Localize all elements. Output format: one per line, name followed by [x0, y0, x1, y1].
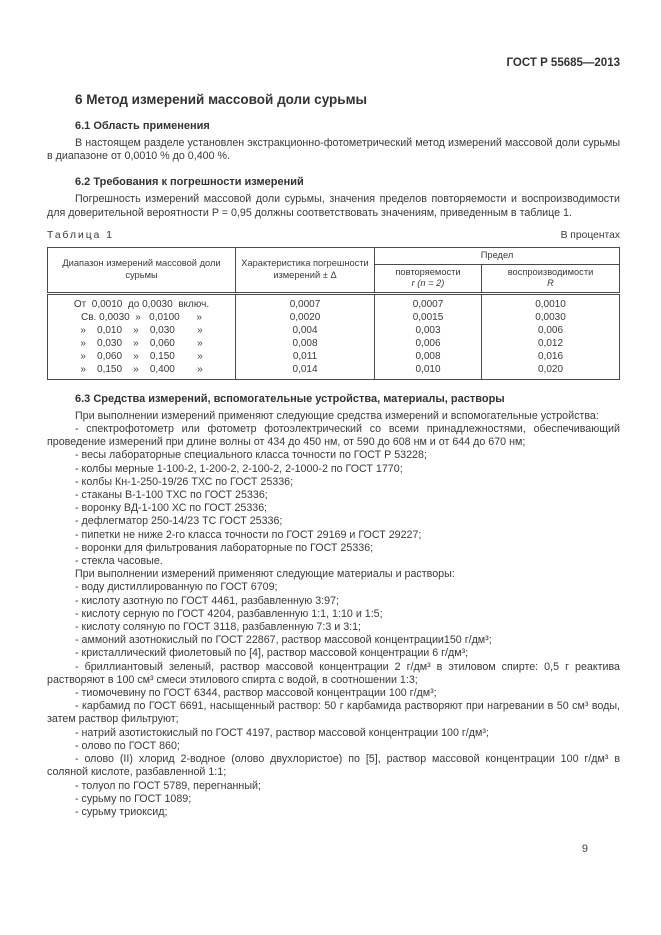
- list-item-material: - карбамид по ГОСТ 6691, насыщенный раствор: 50 г карбамида растворяют при нагревании в 50 см³ воды, затем раствор фильтруют;: [47, 700, 620, 726]
- table-row: [48, 293, 620, 311]
- cell-repeatability: 0,006: [375, 337, 482, 350]
- cell-error: 0,014: [236, 363, 375, 380]
- table-units-label: В процентах: [560, 229, 620, 241]
- list-item-material: - аммоний азотнокислый по ГОСТ 22867, раствор массовой концентрации150 г/дм³;: [75, 634, 492, 647]
- cell-range: » 0,030 » 0,060 »: [48, 337, 236, 350]
- cell-error: 0,004: [236, 324, 375, 337]
- section-6-title: 6 Метод измерений массовой доли сурьмы: [75, 92, 368, 107]
- cell-repeatability: 0,003: [375, 324, 482, 337]
- list-item-device: - воронку ВД-1-100 ХС по ГОСТ 25336;: [75, 502, 268, 515]
- section-6-3-intro: При выполнении измерений применяют следующие средства измерений и вспомогательные устройства:: [75, 409, 599, 422]
- cell-reproducibility: 0,016: [482, 350, 620, 363]
- cell-reproducibility: 0,012: [482, 337, 620, 350]
- list-item-material: - кислоту соляную по ГОСТ 3118, разбавленную 7:3 и 3:1;: [75, 621, 362, 634]
- cell-reproducibility: 0,0030: [482, 311, 620, 324]
- table-caption-row: [47, 230, 620, 241]
- column-header-limit: Предел: [375, 247, 620, 264]
- list-item-device: - стекла часовые.: [75, 555, 163, 568]
- reproducibility-symbol: R: [547, 278, 554, 289]
- cell-error: 0,0007: [236, 293, 375, 311]
- list-item-device: - стаканы В-1-100 ТХС по ГОСТ 25336;: [75, 489, 268, 502]
- list-item-device: - весы лабораторные специального класса точности по ГОСТ Р 53228;: [75, 449, 427, 462]
- cell-range: Св. 0,0030 » 0,0100 »: [48, 311, 236, 324]
- list-item-material: - олово (II) хлорид 2-водное (олово двухлористое) по [5], раствор массовой концентрации 100 г/дм³ в соляной кислоте, разбавленной 1:1;: [47, 753, 620, 779]
- list-item-device: - дефлегматор 250-14/23 ТС ГОСТ 25336;: [75, 515, 283, 528]
- column-header-range: Диапазон измерений массовой доли сурьмы: [48, 247, 236, 293]
- list-item-material: - тиомочевину по ГОСТ 6344, раствор массовой концентрации 100 г/дм³;: [75, 687, 437, 700]
- table-row: [48, 337, 620, 350]
- section-6-2-paragraph: Погрешность измерений массовой доли сурьмы, значения пределов повторяемости и воспроизводимости для доверительной вероятности P = 0,95 должны соответствовать значениям, приведенным в таблице 1.: [47, 193, 620, 219]
- list-item-material: - толуол по ГОСТ 5789, перегнанный;: [75, 779, 261, 792]
- repeatability-label: повторяемости: [395, 266, 461, 277]
- table-header-row: [48, 247, 620, 264]
- list-item-material: - натрий азотистокислый по ГОСТ 4197, раствор массовой концентрации 100 г/дм³;: [75, 726, 489, 739]
- repeatability-symbol: r (n = 2): [411, 278, 445, 289]
- column-header-error: Характеристика погрешности измерений ± Δ: [236, 247, 375, 293]
- list-item-device: - колбы Кн-1-250-19/26 ТХС по ГОСТ 25336;: [75, 475, 294, 488]
- document-code: ГОСТ Р 55685—2013: [506, 57, 620, 69]
- cell-reproducibility: 0,020: [482, 363, 620, 380]
- list-item-device: - спектрофотометр или фотометр фотоэлектрический со всеми принадлежностями, обеспечивающий проведение измерений при длине волны от 434 до 450 нм, от 590 до 608 нм и от 644 до 670 нм;: [47, 423, 620, 449]
- list-item-material: - олово по ГОСТ 860;: [75, 739, 180, 752]
- cell-error: 0,011: [236, 350, 375, 363]
- table-row: [48, 363, 620, 380]
- list-item-material: - бриллиантовый зеленый, раствор массовой концентрации 2 г/дм³ в этиловом спирте: 0,5 г реактива растворяют в 100 см³ смеси этилового спирта с водой, в соотношении 1:3;: [47, 660, 620, 686]
- table-row: [48, 311, 620, 324]
- list-item-material: - кристаллический фиолетовый по [4], раствор массовой концентрации 6 г/дм³;: [75, 647, 469, 660]
- cell-repeatability: 0,010: [375, 363, 482, 380]
- cell-repeatability: 0,0007: [375, 293, 482, 311]
- column-header-repeatability: [375, 264, 482, 293]
- section-6-2-title: 6.2 Требования к погрешности измерений: [75, 176, 304, 189]
- section-6-1-paragraph: В настоящем разделе установлен экстракционно-фотометрический метод измерений массовой доли сурьмы в диапазоне от 0,0010 % до 0,400 %.: [47, 137, 620, 163]
- cell-range: От 0,0010 до 0,0030 включ.: [48, 293, 236, 311]
- cell-error: 0,0020: [236, 311, 375, 324]
- cell-range: » 0,010 » 0,030 »: [48, 324, 236, 337]
- list-item-material: - сурьму триоксид;: [75, 805, 168, 818]
- section-6-3-materials-intro: При выполнении измерений применяют следующие материалы и растворы:: [75, 568, 455, 581]
- page-number: 9: [581, 843, 588, 855]
- list-item-material: - сурьму по ГОСТ 1089;: [75, 792, 192, 805]
- cell-repeatability: 0,008: [375, 350, 482, 363]
- cell-range: » 0,150 » 0,400 »: [48, 363, 236, 380]
- cell-reproducibility: 0,0010: [482, 293, 620, 311]
- table-row: [48, 324, 620, 337]
- list-item-material: - воду дистиллированную по ГОСТ 6709;: [75, 581, 278, 594]
- list-item-device: - пипетки не ниже 2-го класса точности по ГОСТ 29169 и ГОСТ 29227;: [75, 528, 422, 541]
- cell-range: » 0,060 » 0,150 »: [48, 350, 236, 363]
- cell-reproducibility: 0,006: [482, 324, 620, 337]
- cell-error: 0,008: [236, 337, 375, 350]
- column-header-reproducibility: [482, 264, 620, 293]
- reproducibility-label: воспроизводимости: [507, 266, 594, 277]
- cell-repeatability: 0,0015: [375, 311, 482, 324]
- list-item-device: - воронки для фильтрования лабораторные по ГОСТ 25336;: [75, 541, 374, 554]
- table-row: [48, 350, 620, 363]
- section-6-1-title: 6.1 Область применения: [75, 120, 210, 132]
- list-item-material: - кислоту серную по ГОСТ 4204, разбавленную 1:1, 1:10 и 1:5;: [75, 607, 383, 620]
- list-item-material: - кислоту азотную по ГОСТ 4461, разбавленную 3:97;: [75, 594, 340, 607]
- list-item-device: - колбы мерные 1-100-2, 1-200-2, 2-100-2, 2-1000-2 по ГОСТ 1770;: [75, 462, 403, 475]
- section-6-3-title: 6.3 Средства измерений, вспомогательные устройства, материалы, растворы: [75, 392, 505, 405]
- table-caption: Таблица 1: [47, 229, 114, 241]
- table-1: [47, 247, 620, 380]
